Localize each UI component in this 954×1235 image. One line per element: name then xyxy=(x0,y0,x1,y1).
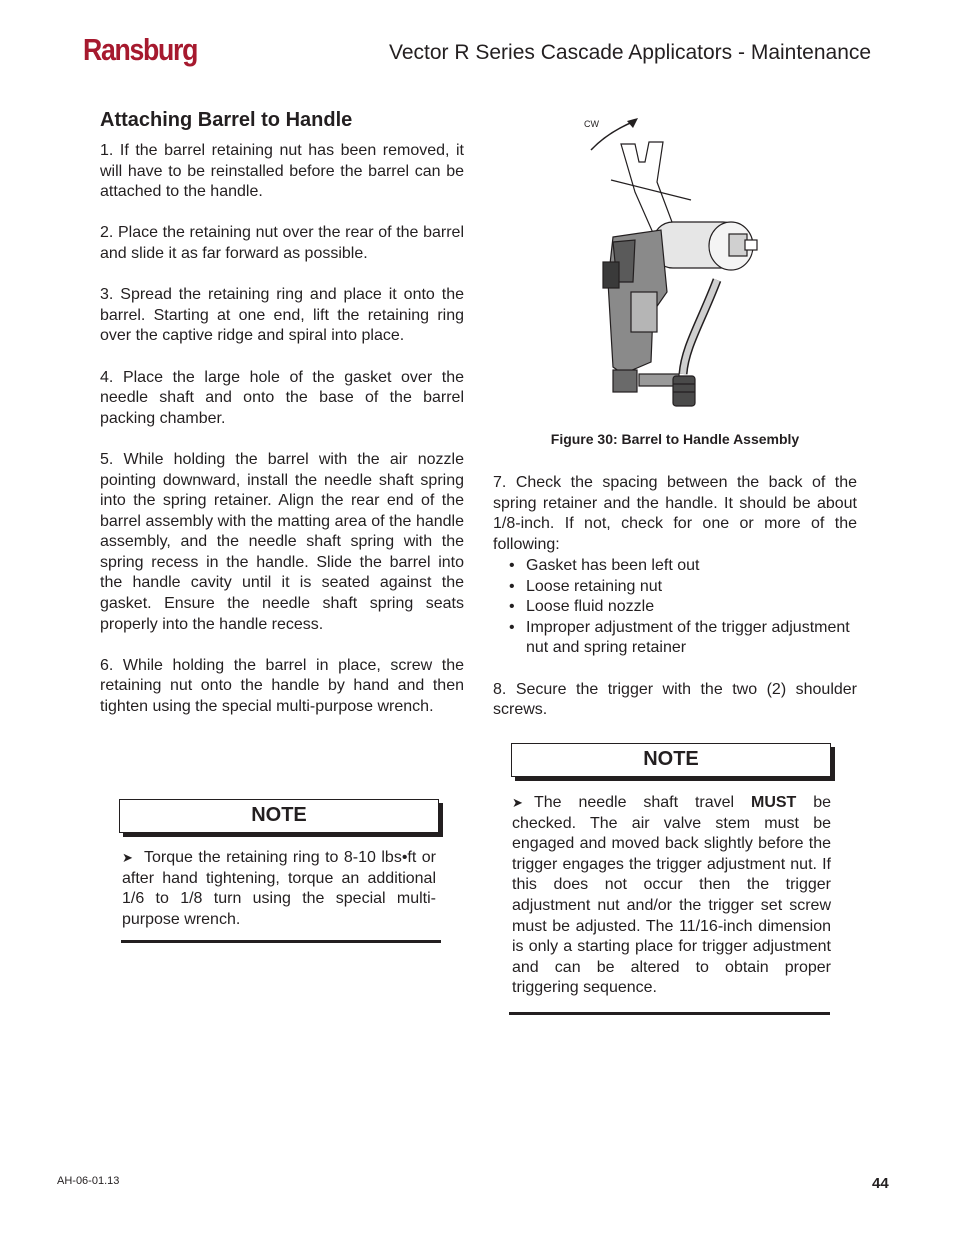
note-text-after: be checked. The air valve stem must be engaged and moved back slightly before the trigger engages the trigger adjustment nut. If this does not occur then the trigger adjustment nut and/or the trigger set screw must be adjusted. The 11/16-inch dimension is only a starting place for trigger adjustment and can be altered to obtain proper triggering sequence. xyxy=(512,794,831,997)
handle-icon xyxy=(603,230,667,374)
note-divider-left xyxy=(121,940,441,943)
barrel-handle-figure xyxy=(583,112,773,427)
step-2-paragraph: 2. Place the retaining nut over the rear of the barrel and slide it as far forward as possible. xyxy=(100,224,464,262)
document-title: Vector R Series Cascade Applicators - Maintenance xyxy=(389,41,872,64)
page-number: 44 xyxy=(872,1175,889,1192)
note-text-before: The needle shaft travel xyxy=(534,794,751,811)
figure-caption: Figure 30: Barrel to Handle Assembly xyxy=(550,431,800,447)
barrel-icon xyxy=(653,222,757,270)
ransburg-logo: Ransburg xyxy=(83,32,198,67)
step-3-paragraph: 3. Spread the retaining ring and place it onto the barrel. Starting at one end, lift the retaining ring over the captive ridge and spiral into place. xyxy=(100,286,464,345)
section-title: Attaching Barrel to Handle xyxy=(100,109,353,131)
note-divider-right xyxy=(509,1012,830,1015)
chevron-right-icon: ➤ xyxy=(512,795,523,810)
fluid-hose-inner xyxy=(683,280,717,374)
list-item: • Gasket has been left out xyxy=(493,556,857,577)
step-8-paragraph: 8. Secure the trigger with the two (2) shoulder screws. xyxy=(493,680,857,719)
step-7-paragraph: 7. Check the spacing between the back of the spring retainer and the handle. It should be about 1/8-inch. If not, check for one or more of the following: xyxy=(493,474,857,553)
note-text-left-body: Torque the retaining ring to 8-10 lbs•ft or after hand tightening, torque an additional 1/6 to 1/8 turn using the special multi-purpose wrench. xyxy=(122,849,436,928)
note-text-right xyxy=(512,793,831,999)
note-heading-left: NOTE xyxy=(119,799,439,833)
note-emphasis: MUST xyxy=(750,794,797,811)
list-item: • Loose fluid nozzle xyxy=(493,597,857,618)
list-item: • Loose retaining nut xyxy=(493,577,857,598)
spacing-check-list xyxy=(493,556,857,659)
right-column xyxy=(493,473,857,741)
list-item: • Improper adjustment of the trigger adjustment nut and spring retainer xyxy=(493,618,857,659)
rotation-label: CW xyxy=(584,119,599,129)
step-1-paragraph: 1. If the barrel retaining nut has been removed, it will have to be reinstalled before the barrel can be attached to the handle. xyxy=(100,142,464,201)
note-heading-right: NOTE xyxy=(511,743,831,777)
step-5-paragraph: 5. While holding the barrel with the air nozzle pointing downward, install the needle shaft spring into the spring retainer. Align the rear end of the barrel assembly with the matting area of the handle assembly, and the needle shaft spring with the spring recess in the handle. Slide the barrel into the handle cavity until it is seated against the gasket. Ensure the needle shaft spring seats properly into the handle recess. xyxy=(100,450,464,633)
base-fittings-icon xyxy=(613,370,695,406)
note-text-left xyxy=(122,848,436,930)
applicator-illustration xyxy=(583,112,773,422)
step-4-paragraph: 4. Place the large hole of the gasket over the needle shaft and onto the base of the barrel packing chamber. xyxy=(100,368,464,427)
document-code: AH-06-01.13 xyxy=(57,1175,120,1187)
step-6-paragraph: 6. While holding the barrel in place, screw the retaining nut onto the handle by hand and then tighten using the special multi-purpose wrench. xyxy=(100,656,464,716)
left-column xyxy=(100,141,464,738)
chevron-right-icon: ➤ xyxy=(122,850,133,865)
